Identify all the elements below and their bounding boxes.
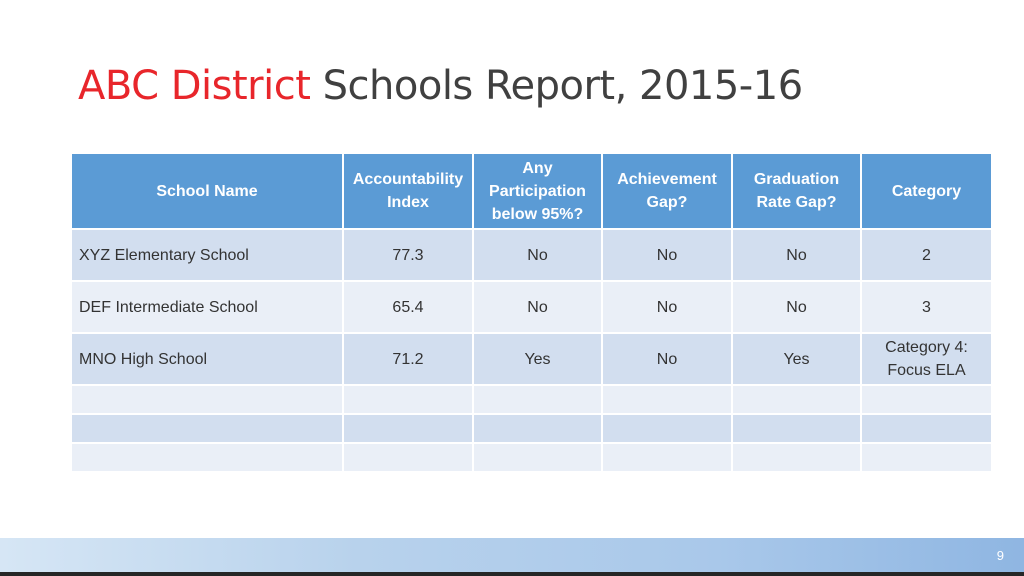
cell-category: 3: [861, 281, 992, 333]
title-accent: ABC District: [78, 63, 311, 109]
cell-school-name: XYZ Elementary School: [71, 229, 343, 281]
cell-participation: Yes: [473, 333, 602, 385]
cell-participation: No: [473, 281, 602, 333]
cell-accountability-index: 71.2: [343, 333, 473, 385]
empty-cell: [732, 414, 861, 443]
header-achievement-gap: Achievement Gap?: [602, 153, 732, 229]
table-row: [71, 281, 992, 333]
empty-cell: [602, 385, 732, 414]
header-category: Category: [861, 153, 992, 229]
cell-accountability-index: 65.4: [343, 281, 473, 333]
slide-title: [78, 58, 803, 114]
table-row: [71, 229, 992, 281]
empty-cell: [343, 385, 473, 414]
cell-participation: No: [473, 229, 602, 281]
empty-cell: [71, 385, 343, 414]
empty-cell: [473, 443, 602, 472]
table-row: [71, 333, 992, 385]
cell-accountability-index: 77.3: [343, 229, 473, 281]
cell-school-name: MNO High School: [71, 333, 343, 385]
header-school-name: School Name: [71, 153, 343, 229]
schools-report-table: [70, 152, 993, 473]
cell-achievement-gap: No: [602, 229, 732, 281]
empty-table-row: [71, 414, 992, 443]
cell-category: 2: [861, 229, 992, 281]
empty-cell: [861, 443, 992, 472]
cell-achievement-gap: No: [602, 281, 732, 333]
empty-cell: [861, 385, 992, 414]
empty-cell: [732, 385, 861, 414]
title-rest: Schools Report, 2015-16: [310, 63, 803, 109]
empty-table-row: [71, 385, 992, 414]
cell-achievement-gap: No: [602, 333, 732, 385]
footer-band: [0, 538, 1024, 572]
header-accountability-index: Accountability Index: [343, 153, 473, 229]
cell-graduation-rate-gap: No: [732, 281, 861, 333]
cell-graduation-rate-gap: No: [732, 229, 861, 281]
empty-cell: [602, 414, 732, 443]
cell-school-name: DEF Intermediate School: [71, 281, 343, 333]
table-header-row: [71, 153, 992, 229]
empty-cell: [861, 414, 992, 443]
footer-divider: [0, 572, 1024, 576]
empty-table-row: [71, 443, 992, 472]
cell-category: Category 4: Focus ELA: [861, 333, 992, 385]
page-number: 9: [996, 548, 1004, 563]
header-participation: Any Participation below 95%?: [473, 153, 602, 229]
empty-cell: [343, 443, 473, 472]
empty-cell: [473, 385, 602, 414]
cell-graduation-rate-gap: Yes: [732, 333, 861, 385]
empty-cell: [602, 443, 732, 472]
empty-cell: [732, 443, 861, 472]
empty-cell: [473, 414, 602, 443]
empty-cell: [71, 414, 343, 443]
empty-cell: [343, 414, 473, 443]
header-graduation-rate-gap: Graduation Rate Gap?: [732, 153, 861, 229]
empty-cell: [71, 443, 343, 472]
